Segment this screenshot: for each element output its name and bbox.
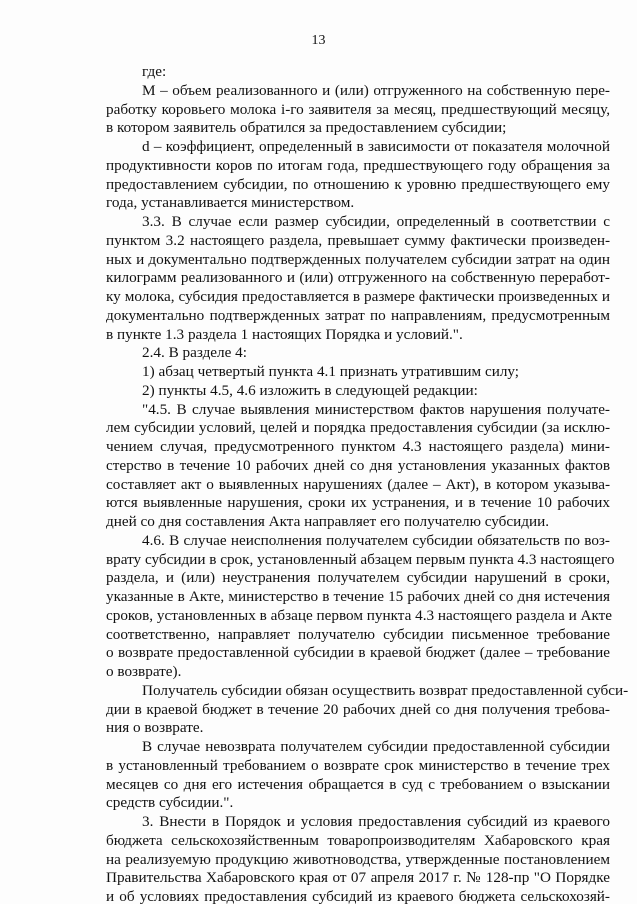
text-line: составляет акт о выявленных нарушениях (далее – Акт), в котором указыва- <box>106 475 610 493</box>
text-line: документально подтвержденных затрат по направлениям, предусмотренным <box>106 306 610 324</box>
text-line: продуктивности коров по итогам года, предшествующего году обращения за <box>106 156 610 174</box>
text-line: ных и документально подтвержденных получателем субсидии затрат на один <box>106 250 610 268</box>
text-line: 4.6. В случае неисполнения получателем субсидии обязательств по воз- <box>142 531 610 549</box>
text-line: Правительства Хабаровского края от 07 апреля 2017 г. № 128-пр "О Порядке <box>106 869 610 887</box>
text-line: M – объем реализованного и (или) отгруженного на собственную пере- <box>142 81 610 99</box>
text-line: дии в краевой бюджет в течение 20 рабочих дней со дня получения требова- <box>106 700 610 718</box>
text-line: в котором заявитель обратился за предоставлением субсидии; <box>106 119 507 137</box>
text-line: дней со дня составления Акта направляет его получателю субсидии. <box>106 513 550 530</box>
text-line: года, устанавливается министерством. <box>106 194 355 212</box>
text-line: врату субсидии в срок, установленный абзацем первым пункта 4.3 настоящего <box>106 550 615 568</box>
text-line: ния о возврате. <box>106 719 204 737</box>
text-line: 2) пункты 4.5, 4.6 изложить в следующей редакции: <box>142 381 478 399</box>
text-line: килограмм реализованного и (или) отгруженного на собственную переработ- <box>106 269 610 287</box>
text-line: и об условиях предоставления субсидий из краевого бюджета сельскохозяй- <box>106 888 610 905</box>
text-line: в установленный требованием о возврате срок министерство в течение трех <box>106 756 610 774</box>
text-line: сроков, установленных в абзаце первом пункта 4.3 настоящего раздела и Акте <box>106 606 613 624</box>
text-line: ются выявленные нарушения, сроки их устранения, и в течение 10 рабочих <box>106 494 610 512</box>
text-line: чением случая, предусмотренного пунктом 4.3 настоящего раздела) мини- <box>106 438 610 455</box>
text-line: о возврате). <box>106 663 182 680</box>
text-line: d – коэффициент, определенный в зависимости от показателя молочной <box>142 138 610 155</box>
text-line: в пункте 1.3 раздела 1 настоящих Порядка и условий.". <box>106 325 463 343</box>
text-line: Получатель субсидии обязан осуществить возврат предоставленной субси- <box>142 681 629 699</box>
text-line: 3.3. В случае если размер субсидии, определенный в соответствии с <box>142 213 610 230</box>
text-line: соответственно, направляет получателю субсидии письменное требование <box>106 625 610 643</box>
body-text <box>106 63 629 907</box>
text-line: где: <box>142 63 167 80</box>
text-line: о возврате предоставленной субсидии в краевой бюджет (далее – требование <box>106 644 610 662</box>
text-line: 1) абзац четвертый пункта 4.1 признать утратившим силу; <box>142 363 520 380</box>
text-line: бюджета сельскохозяйственным товаропроизводителям Хабаровского края <box>106 831 610 849</box>
text-line: лем субсидии условий, целей и порядка предоставления субсидии (за исклю- <box>106 419 610 437</box>
text-line: указанные в Акте, министерство в течение 15 рабочих дней со дня истечения <box>106 588 610 605</box>
text-line: 2.4. В разделе 4: <box>142 344 247 362</box>
text-line: предоставлением субсидии, по отношению к уровню предшествующего ему <box>106 175 610 193</box>
text-line: раздела, и (или) неустранения получателем субсидии нарушений в сроки, <box>106 569 610 587</box>
text-line: В случае невозврата получателем субсидии предоставленной субсидии <box>142 738 610 755</box>
text-line: "4.5. В случае выявления министерством фактов нарушения получате- <box>142 400 610 418</box>
text-line: работку коровьего молока i-го заявителя за месяц, предшествующий месяцу, <box>106 100 610 118</box>
text-line: пунктом 3.2 настоящего раздела, превышает сумму фактически произведен- <box>106 231 610 249</box>
text-line: 3. Внести в Порядок и условия предоставления субсидий из краевого <box>142 813 610 830</box>
text-line: месяцев со дня его истечения обращается в суд с требованием о взыскании <box>106 775 610 793</box>
text-line: стерство в течение 10 рабочих дней со дня установления указанных фактов <box>106 456 610 474</box>
text-line: на реализуемую продукцию животноводства, утвержденные постановлением <box>106 850 610 868</box>
page-number: 13 <box>311 33 326 48</box>
text-line: средств субсидии.". <box>106 794 234 812</box>
text-line: ку молока, субсидия предоставляется в размере фактически произведенных и <box>106 288 610 305</box>
